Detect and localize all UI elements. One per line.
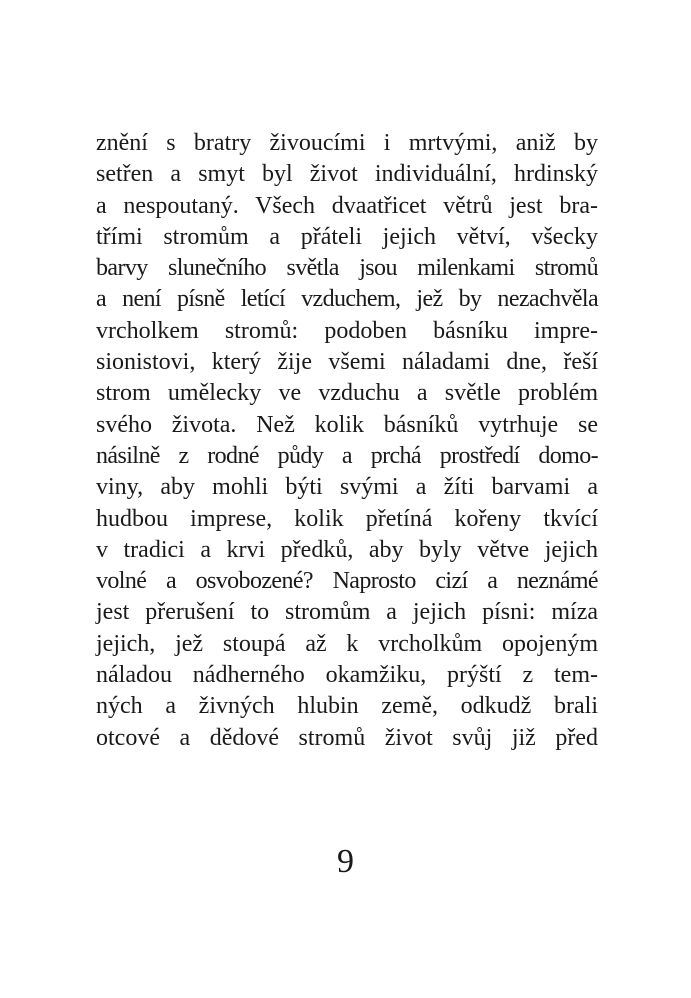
text-line: svého života. Než kolik básníků vytrhuje se (96, 411, 598, 438)
text-line: znění s bratry živoucími i mrtvými, aniž by (96, 130, 598, 156)
text-line: a nespoutaný. Všech dvaatřicet větrů jest bra- (96, 192, 598, 219)
text-line: hudbou imprese, kolik přetíná kořeny tkvící (96, 505, 598, 532)
text-line: strom umělecky ve vzduchu a světle problém (96, 380, 598, 407)
text-line: volné a osvobozené? Naprosto cizí a neznámé (96, 568, 598, 595)
text-line: vrcholkem stromů: podoben básníku impre- (96, 317, 598, 344)
text-line: a není písně letící vzduchem, jež by nezachvěla (96, 286, 598, 313)
text-line: násilně z rodné půdy a prchá prostředí domo- (96, 442, 598, 469)
text-line: ných a živných hlubin země, odkudž brali (96, 693, 598, 720)
text-line: setřen a smyt byl život individuální, hrdinský (96, 161, 598, 188)
body-text (96, 128, 598, 754)
text-line: viny, aby mohli býti svými a žíti barvami a (96, 474, 598, 501)
text-line: jest přerušení to stromům a jejich písni: míza (96, 599, 598, 626)
text-line: otcové a dědové stromů život svůj již před (96, 724, 598, 751)
page-number: 9 (337, 843, 354, 880)
text-line: jejich, jež stoupá až k vrcholkům opojeným (96, 630, 598, 657)
text-line: náladou nádherného okamžiku, prýští z tem- (96, 662, 598, 689)
text-line: sionistovi, který žije všemi náladami dne, řeší (96, 349, 598, 376)
text-line: v tradici a krvi předků, aby byly větve jejich (96, 536, 598, 563)
text-line: třími stromům a přáteli jejich větví, všecky (96, 223, 598, 250)
text-line: barvy slunečního světla jsou milenkami stromů (96, 255, 598, 282)
